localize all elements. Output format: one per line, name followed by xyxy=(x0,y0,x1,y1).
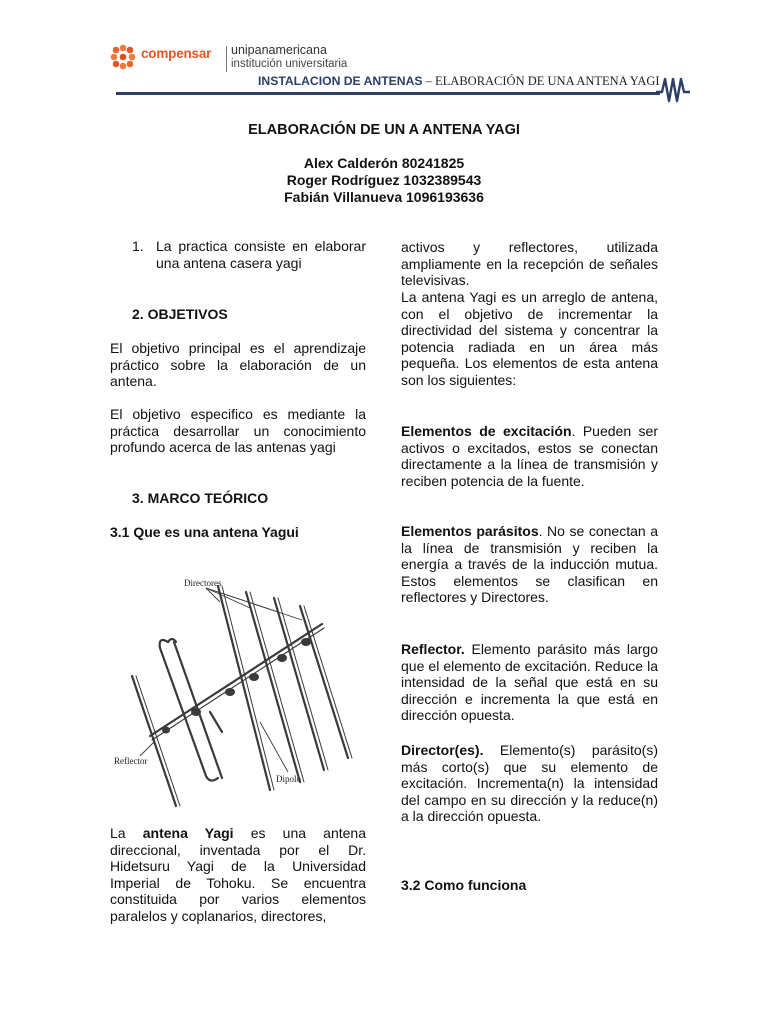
course-name: INSTALACION DE ANTENAS xyxy=(258,74,423,88)
running-header xyxy=(258,74,660,89)
parasitic-text: . No se conectan a la línea de transmisión y reciben la energía a través de la inducción mutua. Estos elementos se clasifican en reflectores y Directores. xyxy=(401,523,658,606)
intro-item: La practica consiste en elaborar una antena casera yagi xyxy=(156,238,366,271)
author-line: Fabián Villanueva 1096193636 xyxy=(284,189,484,205)
yagi-term: antena Yagi xyxy=(142,825,234,841)
reflector-text: Elemento parásito más largo que el elemento de excitación. Reduce la intensidad de la señal que está en su dirección e incrementa la que está en dirección opuesta. xyxy=(401,641,658,724)
section-theory: 3. MARCO TEÓRICO xyxy=(132,490,269,506)
document-title: ELABORACIÓN DE UN A ANTENA YAGI xyxy=(248,122,520,138)
label-directors: Directores xyxy=(184,578,222,588)
section-objectives: 2. OBJETIVOS xyxy=(132,306,228,322)
brand-name: compensar xyxy=(141,46,212,61)
list-number: 1. xyxy=(132,238,144,254)
objective-general: El objetivo principal es el aprendizaje práctico sobre la elaboración de un antena. xyxy=(110,340,366,390)
subsection-what-is-yagi: 3.1 Que es una antena Yagui xyxy=(110,524,299,540)
parasitic-paragraph xyxy=(401,523,658,606)
yagi-intro-paragraph xyxy=(110,825,366,925)
label-dipole: Dipolo xyxy=(276,774,302,784)
label-reflector: Reflector xyxy=(114,756,148,766)
yagi-antenna-figure xyxy=(110,572,368,812)
parasitic-term: Elementos parásitos xyxy=(401,523,539,539)
continuation-paragraph: activos y reflectores, utilizada ampliamente en la recepción de señales televisivas. xyxy=(401,239,658,289)
compensar-logo-icon xyxy=(110,44,136,70)
header-topic: ELABORACIÓN DE UNA ANTENA YAGI xyxy=(435,74,660,88)
yagi-description: La antena Yagi es un arreglo de antena, con el objetivo de incrementar la directividad del sistema y concentrar la potencia radiada en un área más pequeña. Los elementos de esta antena son los siguientes: xyxy=(401,289,658,388)
excitation-text: . Pueden ser activos o excitados, estos se conectan directamente a la línea de transmisión y reciben potencia de la fuente. xyxy=(401,423,658,489)
header-separator: – xyxy=(422,74,436,88)
institution-type: institución universitaria xyxy=(231,58,348,70)
excitation-term: Elementos de excitación xyxy=(401,423,572,439)
signal-wave-icon xyxy=(656,74,690,104)
header-rule xyxy=(116,92,660,95)
excitation-paragraph xyxy=(401,423,658,489)
director-paragraph xyxy=(401,742,658,825)
university-name: unipanamericana xyxy=(231,43,327,57)
logo-divider xyxy=(226,46,227,72)
yagi-intro-prefix: La xyxy=(110,825,143,841)
yagi-intro-text: es una antena direccional, inventada por el Dr. Hidetsuru Yagi de la Universidad Imperial de Tohoku. Se encuentra constituida por varios elementos paralelos y coplanarios, directores, xyxy=(110,825,366,924)
objective-specific: El objetivo especifico es mediante la práctica desarrollar un conocimiento profundo acerca de las antenas yagi xyxy=(110,406,366,456)
author-line: Alex Calderón 80241825 xyxy=(303,155,465,171)
reflector-paragraph xyxy=(401,641,658,724)
director-term: Director(es). xyxy=(401,742,484,758)
author-line: Roger Rodríguez 1032389543 xyxy=(286,172,482,188)
director-text: Elemento(s) parásito(s) más corto(s) que su elemento de excitación. Incrementa(n) la intensidad del campo en su dirección y la reduce(n) a la dirección opuesta. xyxy=(401,742,658,825)
reflector-term: Reflector. xyxy=(401,641,465,657)
subsection-how-it-works: 3.2 Como funciona xyxy=(401,877,527,893)
